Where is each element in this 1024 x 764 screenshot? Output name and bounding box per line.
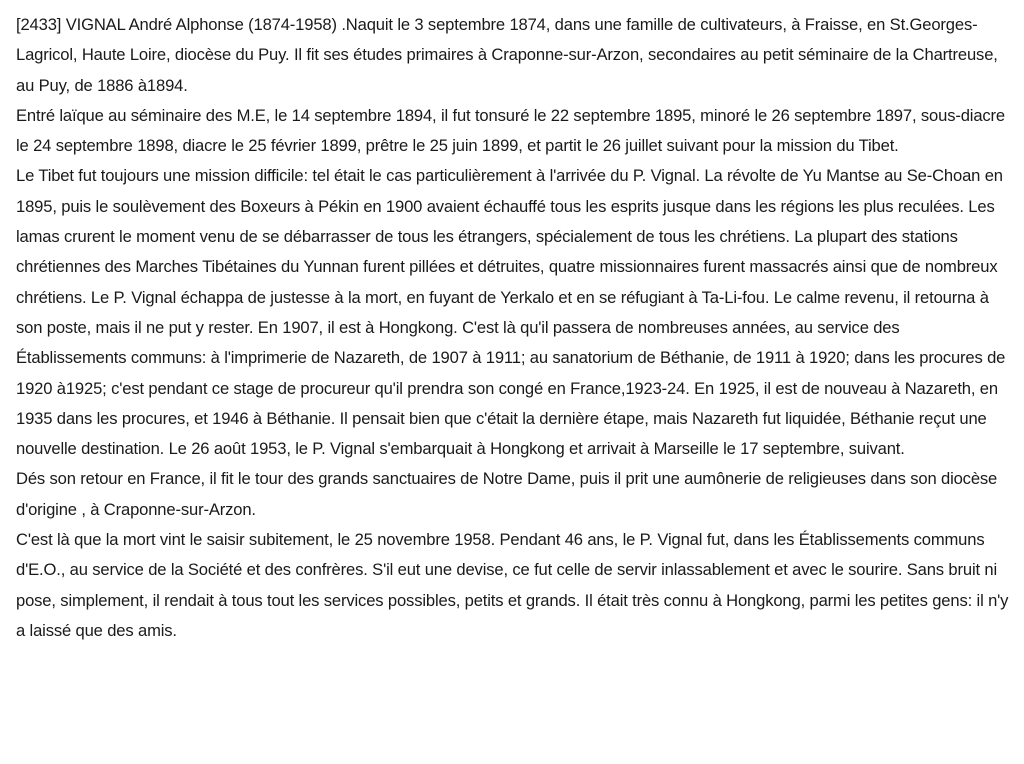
paragraph-ordination: Entré laïque au séminaire des M.E, le 14 septembre 1894, il fut tonsuré le 22 septembre 1895, minoré le 26 septembre 1897, sous-diacre le 24 septembre 1898, diacre le 25 février 1899, prêtre le 25 juin 1899, et partit le 26 juillet suivant pour la mission du Tibet. xyxy=(16,105,1006,156)
paragraph-return-france: Dés son retour en France, il fit le tour des grands sanctuaires de Notre Dame, puis il prit une aumônerie de religieuses dans son diocèse d'origine , à Craponne-sur-Arzon. xyxy=(16,469,998,519)
paragraph-death: C'est là que la mort vint le saisir subitement, le 25 novembre 1958. Pendant 46 ans, le P. Vignal fut, dans les Établissements communs d'E.O., au service de la Société et des confrères. S'il eut une devise, ce fut celle de servir inlassablement et avec le sourire. Sans bruit ni pose, simplement, il rendait à tous tout les services possibles, petits et grands. Il était très connu à Hongkong, parmi les petites gens: il n'y a laissé que des amis. xyxy=(16,530,1009,640)
paragraph-intro: [2433] VIGNAL André Alphonse (1874-1958) .Naquit le 3 septembre 1874, dans une famille de cultivateurs, à Fraisse, en St.Georges-Lagricol, Haute Loire, diocèse du Puy. Il fit ses études primaires à Craponne-sur-Arzon, secondaires au petit séminaire de la Chartreuse, au Puy, de 1886 à1894. xyxy=(16,15,998,95)
biography-text xyxy=(16,10,1010,646)
paragraph-tibet-mission: Le Tibet fut toujours une mission difficile: tel était le cas particulièrement à l'arrivée du P. Vignal. La révolte de Yu Mantse au Se-Choan en 1895, puis le soulèvement des Boxeurs à Pékin en 1900 avaient échauffé tous les esprits jusque dans les régions les plus reculées. Les lamas crurent le moment venu de se débarrasser de tous les étrangers, spécialement de tous les chrétiens. La plupart des stations chrétiennes des Marches Tibétaines du Yunnan furent pillées et détruites, quatre missionnaires furent massacrés ainsi que de nombreux chrétiens. Le P. Vignal échappa de justesse à la mort, en fuyant de Yerkalo et en se réfugiant à Ta-Li-fou. Le calme revenu, il retourna à son poste, mais il ne put y rester. En 1907, il est à Hongkong. C'est là qu'il passera de nombreuses années, au service des Établissements communs: à l'imprimerie de Nazareth, de 1907 à 1911; au sanatorium de Béthanie, de 1911 à 1920; dans les procures de 1920 à1925; c'est pendant ce stage de procureur qu'il prendra son congé en France,1923-24. En 1925, il est de nouveau à Nazareth, en 1935 dans les procures, et 1946 à Béthanie. Il pensait bien que c'était la dernière étape, mais Nazareth fut liquidée, Béthanie reçut une nouvelle destination. Le 26 août 1953, le P. Vignal s'embarquait à Hongkong et arrivait à Marseille le 17 septembre, suivant. xyxy=(16,166,1006,459)
